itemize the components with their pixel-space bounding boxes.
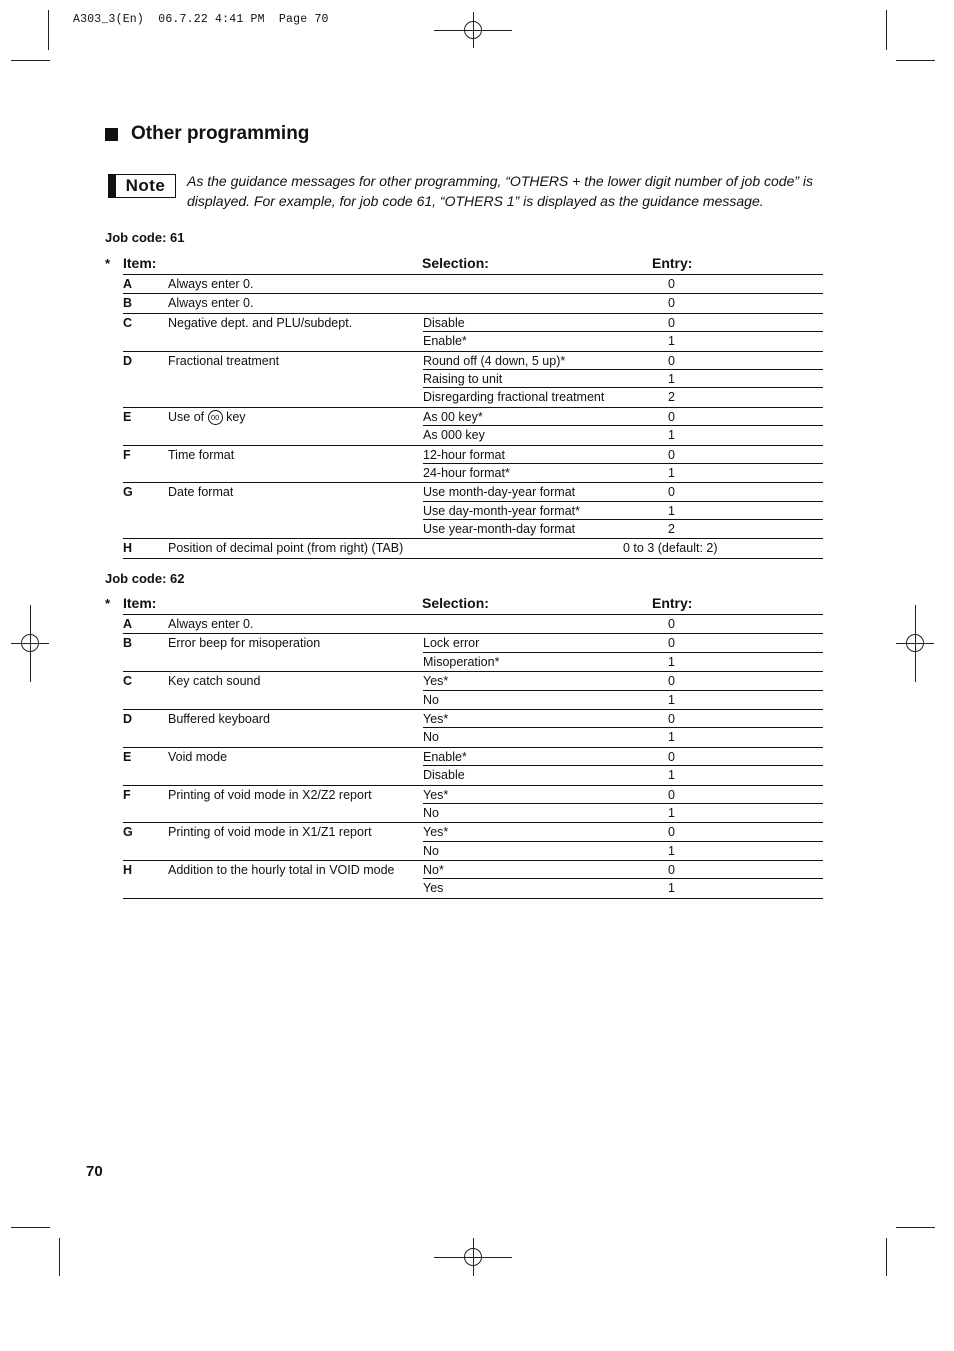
row-entry: 1 bbox=[668, 843, 675, 858]
row-entry: 1 bbox=[668, 334, 675, 349]
table-row bbox=[123, 446, 823, 464]
row-entry: 0 bbox=[668, 787, 675, 802]
section-title-text: Other programming bbox=[131, 123, 310, 144]
row-selection: Yes* bbox=[423, 825, 449, 840]
row-selection: As 000 key bbox=[423, 428, 485, 443]
note-label: Note bbox=[116, 174, 176, 198]
table-row bbox=[123, 691, 823, 710]
row-item: Always enter 0. bbox=[168, 296, 254, 311]
row-entry: 1 bbox=[668, 881, 675, 896]
table-row bbox=[123, 879, 823, 898]
print-header: A303_3(En) 06.7.22 4:41 PM Page 70 bbox=[73, 13, 329, 26]
column-header-entry: Entry: bbox=[652, 255, 693, 271]
column-header-selection: Selection: bbox=[422, 595, 489, 611]
row-selection: No bbox=[423, 730, 439, 745]
table-row bbox=[123, 388, 823, 407]
row-entry: 1 bbox=[668, 654, 675, 669]
row-entry: 0 bbox=[668, 749, 675, 764]
table-row bbox=[123, 483, 823, 501]
table-row bbox=[123, 408, 823, 426]
row-item-text: key bbox=[226, 409, 246, 424]
row-letter: C bbox=[123, 674, 133, 689]
row-selection: 12-hour format bbox=[423, 447, 505, 462]
row-letter: D bbox=[123, 711, 133, 726]
table-row bbox=[123, 426, 823, 445]
row-entry: 0 bbox=[668, 825, 675, 840]
row-selection: No bbox=[423, 843, 439, 858]
table-row bbox=[123, 766, 823, 785]
row-item: Printing of void mode in X2/Z2 report bbox=[168, 787, 372, 802]
table-row bbox=[123, 842, 823, 861]
row-selection: Disable bbox=[423, 768, 465, 783]
row-item-text: Use of bbox=[168, 409, 205, 424]
table-row bbox=[123, 710, 823, 728]
table-row bbox=[123, 672, 823, 690]
note-text: As the guidance messages for other programming, “OTHERS + the lower digit number of job code” is displayed. For example, for job code 61, “OTHERS 1” is displayed as the guidance message. bbox=[187, 173, 814, 209]
job-code-61-label: Job code: 61 bbox=[105, 230, 185, 245]
row-selection: Use day-month-year format* bbox=[423, 503, 581, 518]
row-selection: Raising to unit bbox=[423, 371, 503, 386]
row-entry: 2 bbox=[668, 390, 675, 405]
row-item: Buffered keyboard bbox=[168, 711, 270, 726]
table-row bbox=[123, 539, 823, 558]
row-item: Error beep for misoperation bbox=[168, 636, 321, 651]
table-row bbox=[123, 823, 823, 841]
table-61-header bbox=[123, 255, 823, 275]
row-selection: Yes* bbox=[423, 711, 449, 726]
table-row bbox=[123, 748, 823, 766]
table-row bbox=[123, 634, 823, 652]
row-entry: 1 bbox=[668, 428, 675, 443]
row-letter: B bbox=[123, 296, 133, 311]
column-header-selection: Selection: bbox=[422, 255, 489, 271]
row-entry: 0 bbox=[668, 296, 675, 311]
table-row bbox=[123, 653, 823, 672]
note-badge bbox=[108, 174, 176, 198]
row-item: Date format bbox=[168, 485, 234, 500]
row-letter: G bbox=[123, 485, 133, 500]
row-item bbox=[168, 410, 246, 425]
asterisk-note-marker: * bbox=[105, 256, 111, 271]
row-selection: No bbox=[423, 692, 439, 707]
row-item: Printing of void mode in X1/Z1 report bbox=[168, 825, 372, 840]
row-entry: 0 bbox=[668, 315, 675, 330]
row-item: Addition to the hourly total in VOID mode bbox=[168, 863, 395, 878]
row-selection: Yes* bbox=[423, 674, 449, 689]
row-selection: Disable bbox=[423, 315, 465, 330]
column-header-entry: Entry: bbox=[652, 595, 693, 611]
row-selection: Yes* bbox=[423, 787, 449, 802]
row-entry: 0 bbox=[668, 409, 675, 424]
column-header-item: Item: bbox=[123, 595, 157, 611]
row-entry: 1 bbox=[668, 768, 675, 783]
column-header-item: Item: bbox=[123, 255, 157, 271]
table-row bbox=[123, 520, 823, 539]
row-entry: 0 to 3 (default: 2) bbox=[623, 541, 718, 556]
table-row bbox=[123, 861, 823, 879]
row-entry: 0 bbox=[668, 863, 675, 878]
row-item: Position of decimal point (from right) (TAB) bbox=[168, 541, 404, 556]
row-letter: D bbox=[123, 353, 133, 368]
job-code-62-label: Job code: 62 bbox=[105, 571, 185, 586]
table-row bbox=[123, 464, 823, 483]
row-entry: 0 bbox=[668, 485, 675, 500]
row-selection: Use year-month-day format bbox=[423, 522, 576, 537]
row-letter: B bbox=[123, 636, 133, 651]
table-row bbox=[123, 275, 823, 294]
row-letter: C bbox=[123, 315, 133, 330]
row-selection: Misoperation* bbox=[423, 654, 500, 669]
row-item: Negative dept. and PLU/subdept. bbox=[168, 315, 353, 330]
row-letter: E bbox=[123, 409, 132, 424]
row-entry: 1 bbox=[668, 692, 675, 707]
row-selection: Yes bbox=[423, 881, 444, 896]
row-selection: Enable* bbox=[423, 334, 467, 349]
row-entry: 0 bbox=[668, 447, 675, 462]
section-title bbox=[105, 123, 309, 145]
row-entry: 0 bbox=[668, 617, 675, 631]
row-entry: 0 bbox=[668, 277, 675, 291]
row-selection: As 00 key* bbox=[423, 409, 483, 424]
row-selection: Enable* bbox=[423, 749, 467, 764]
row-entry: 1 bbox=[668, 503, 675, 518]
row-item: Fractional treatment bbox=[168, 353, 280, 368]
row-letter: G bbox=[123, 825, 133, 840]
row-item: Void mode bbox=[168, 749, 228, 764]
row-selection: Disregarding fractional treatment bbox=[423, 390, 605, 405]
table-62-header bbox=[123, 595, 823, 615]
row-entry: 1 bbox=[668, 730, 675, 745]
row-letter: A bbox=[123, 277, 133, 291]
row-item: Key catch sound bbox=[168, 674, 261, 689]
table-row bbox=[123, 370, 823, 388]
table-job-code-61 bbox=[123, 275, 823, 559]
row-selection: 24-hour format* bbox=[423, 465, 510, 480]
row-selection: No* bbox=[423, 863, 444, 878]
table-row bbox=[123, 786, 823, 804]
row-selection: No bbox=[423, 805, 439, 820]
row-letter: H bbox=[123, 863, 133, 878]
row-item: Always enter 0. bbox=[168, 277, 254, 291]
row-entry: 1 bbox=[668, 805, 675, 820]
table-row bbox=[123, 502, 823, 520]
table-row bbox=[123, 332, 823, 351]
row-item: Always enter 0. bbox=[168, 617, 254, 631]
row-letter: F bbox=[123, 787, 131, 802]
row-entry: 1 bbox=[668, 465, 675, 480]
row-entry: 0 bbox=[668, 674, 675, 689]
row-letter: F bbox=[123, 447, 131, 462]
double-zero-key-icon: 00 bbox=[208, 410, 223, 425]
asterisk-note-marker: * bbox=[105, 596, 111, 611]
page-number: 70 bbox=[86, 1163, 103, 1180]
row-entry: 0 bbox=[668, 636, 675, 651]
square-bullet-icon bbox=[105, 128, 118, 141]
table-row bbox=[123, 294, 823, 313]
row-letter: E bbox=[123, 749, 132, 764]
row-letter: A bbox=[123, 617, 133, 631]
row-entry: 2 bbox=[668, 522, 675, 537]
table-row bbox=[123, 728, 823, 747]
table-row bbox=[123, 615, 823, 634]
table-job-code-62 bbox=[123, 615, 823, 899]
table-row bbox=[123, 314, 823, 332]
table-row bbox=[123, 804, 823, 823]
row-item: Time format bbox=[168, 447, 235, 462]
row-selection: Use month-day-year format bbox=[423, 485, 576, 500]
row-selection: Lock error bbox=[423, 636, 480, 651]
row-entry: 1 bbox=[668, 371, 675, 386]
row-letter: H bbox=[123, 541, 133, 556]
row-entry: 0 bbox=[668, 353, 675, 368]
table-row bbox=[123, 352, 823, 370]
row-selection: Round off (4 down, 5 up)* bbox=[423, 353, 566, 368]
row-entry: 0 bbox=[668, 711, 675, 726]
